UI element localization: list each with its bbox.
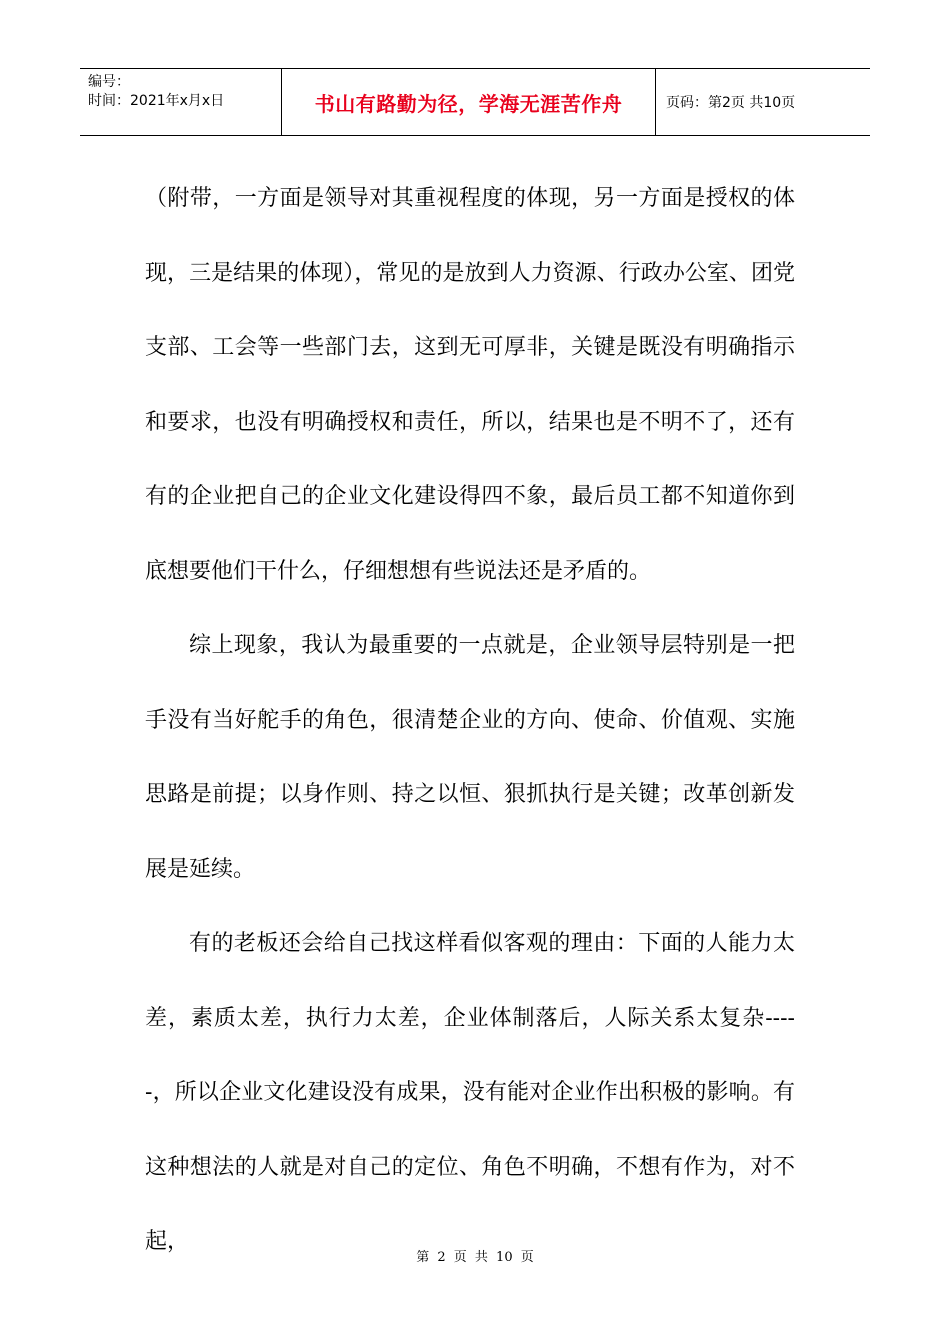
header-motto: 书山有路勤为径，学海无涯苦作舟 [282,69,656,135]
header-page-number: 页码：第2页 共10页 [666,95,796,111]
document-number-label: 编号： [88,74,130,90]
document-body [145,162,795,1280]
document-date: 时间：2021年x月x日 [88,93,225,109]
page-header [80,68,870,136]
paragraph-continuation: （附带，一方面是领导对其重视程度的体现，另一方面是授权的体现，三是结果的体现），常见的是放到人力资源、行政办公室、团党支部、工会等一些部门去，这到无可厚非，关键是既没有明确指示和要求，也没有明确授权和责任，所以，结果也是不明不了，还有有的企业把自己的企业文化建设得四不象，最后员工都不知道你到底想要他们干什么，仔细想想有些说法还是矛盾的。 [145,186,795,584]
header-info [80,69,282,135]
page-footer: 第 2 页 共 10 页 [416,1250,534,1265]
paragraph: 有的老板还会给自己找这样看似客观的理由：下面的人能力太差，素质太差，执行力太差，企业体制落后，人际关系太复杂-----，所以企业文化建设没有成果，没有能对企业作出积极的影响。有这种想法的人就是对自己的定位、角色不明确，不想有作为，对不起， [145,931,795,1254]
paragraph: 综上现象，我认为最重要的一点就是，企业领导层特别是一把手没有当好舵手的角色，很清楚企业的方向、使命、价值观、实施思路是前提；以身作则、持之以恒、狠抓执行是关键；改革创新发展是延续。 [145,633,795,882]
